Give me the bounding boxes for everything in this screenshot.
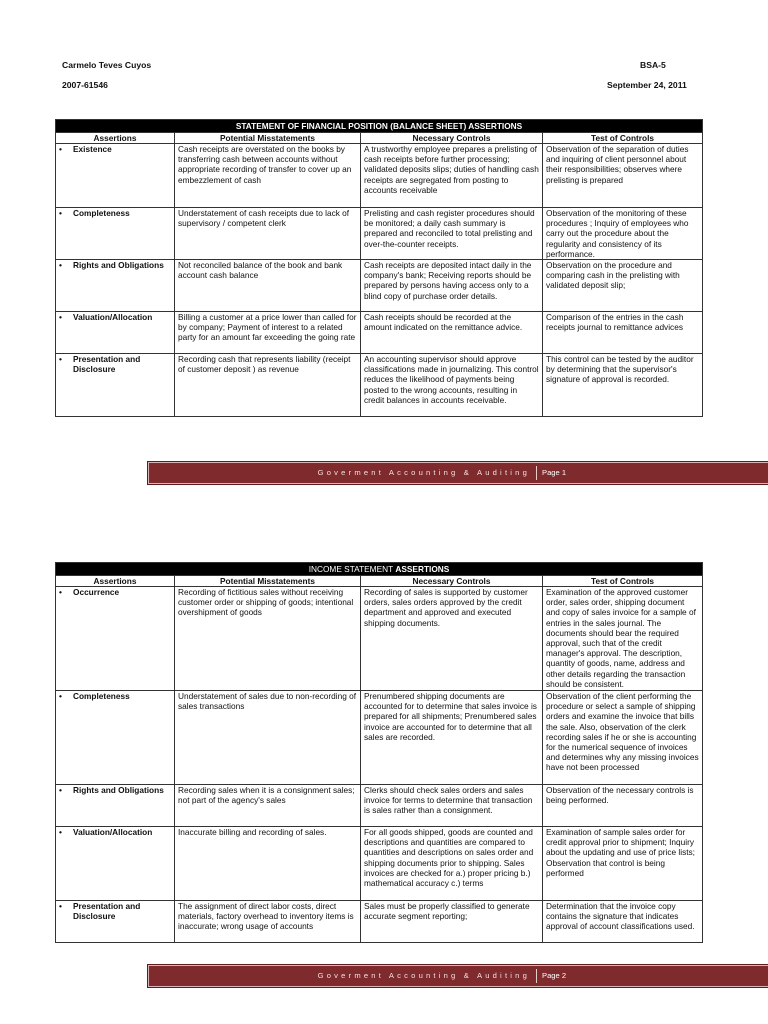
- column-header: Potential Misstatements: [175, 133, 361, 144]
- author-name: Carmelo Teves Cuyos: [62, 60, 152, 70]
- misstatement-cell: The assignment of direct labor costs, direct materials, factory overhead to inventory items is inaccurate; wrong usage of accounts: [175, 901, 361, 943]
- column-header: Assertions: [56, 576, 175, 587]
- bullet-icon: •: [59, 785, 62, 795]
- bullet-icon: •: [59, 260, 62, 271]
- assertion-label: Rights and Obligations: [73, 785, 164, 795]
- column-header: Test of Controls: [543, 133, 703, 144]
- column-header: Test of Controls: [543, 576, 703, 587]
- table-row: [56, 587, 703, 691]
- page-footer: [147, 964, 768, 988]
- column-header: Necessary Controls: [361, 133, 543, 144]
- control-cell: An accounting supervisor should approve classifications made in journalizing. This control reduces the likelihood of payments being posted to the wrong accounts, resulting in credit balances in accounts receivable.: [361, 354, 543, 417]
- test-cell: Comparison of the entries in the cash receipts journal to remittance advices: [543, 312, 703, 354]
- assertion-label: Rights and Obligations: [73, 260, 164, 271]
- bullet-icon: •: [59, 587, 62, 597]
- assertion-label: Existence: [73, 144, 112, 154]
- test-cell: Observation of the necessary controls is being performed.: [543, 785, 703, 827]
- bullet-icon: •: [59, 691, 62, 701]
- table-row: [56, 312, 703, 354]
- assertion-label: Presentation and Disclosure: [73, 354, 141, 375]
- control-cell: Cash receipts are deposited intact daily in the company's bank; Receiving reports should be prepared by persons having access only to a blind copy of purchase order details.: [361, 260, 543, 312]
- column-header: Potential Misstatements: [175, 576, 361, 587]
- control-cell: Clerks should check sales orders and sales invoice for terms to determine that transaction is sales rather than a consignment.: [361, 785, 543, 827]
- page-number: Page 1: [542, 468, 567, 477]
- course-label: BSA-5: [640, 60, 666, 70]
- footer-course-title: Goverment Accounting & Auditing: [317, 468, 530, 477]
- assertion-label: Valuation/Allocation: [73, 827, 153, 837]
- control-cell: Recording of sales is supported by customer orders, sales orders approved by the credit department and approved and executed shipping documents.: [361, 587, 543, 691]
- table-title-part: INCOME STATEMENT: [308, 564, 396, 574]
- bullet-icon: •: [59, 354, 62, 365]
- table-row: [56, 827, 703, 901]
- misstatement-cell: Recording cash that represents liability (receipt of customer deposit ) as revenue: [175, 354, 361, 417]
- control-cell: Cash receipts should be recorded at the amount indicated on the remittance advice.: [361, 312, 543, 354]
- table-row: [56, 208, 703, 260]
- page-footer: [147, 461, 768, 485]
- document-date: September 24, 2011: [607, 80, 687, 90]
- control-cell: Prelisting and cash register procedures should be monitored; a daily cash summary is prepared and reconciled to total prelisting and over-the-counter receipts.: [361, 208, 543, 260]
- test-cell: Observation on the procedure and comparing cash in the prelisting with validated deposit slip;: [543, 260, 703, 312]
- table-title: STATEMENT OF FINANCIAL POSITION (BALANCE SHEET) ASSERTIONS: [56, 120, 703, 133]
- bullet-icon: •: [59, 827, 62, 837]
- misstatement-cell: Understatement of sales due to non-recording of sales transactions: [175, 691, 361, 785]
- test-cell: Observation of the separation of duties and inquiring of client personnel about their responsibilities; observes where prelisting is prepared: [543, 144, 703, 208]
- table-row: [56, 691, 703, 785]
- footer-divider: [536, 466, 537, 480]
- table-row: [56, 144, 703, 208]
- table-row: [56, 354, 703, 417]
- bullet-icon: •: [59, 208, 62, 218]
- misstatement-cell: Recording sales when it is a consignment sales; not part of the agency's sales: [175, 785, 361, 827]
- table-title: [56, 563, 703, 576]
- control-cell: A trustworthy employee prepares a prelisting of cash receipts before further processing; validated deposits slips; duties of handling cash receipts are segregated from posting to accounts receivable: [361, 144, 543, 208]
- table-row: [56, 785, 703, 827]
- student-id: 2007-61546: [62, 80, 108, 90]
- bullet-icon: •: [59, 312, 62, 323]
- test-cell: Examination of sample sales order for credit approval prior to shipment; Inquiry about the updating and use of price lists; Observation that control is being performed: [543, 827, 703, 901]
- test-cell: Observation of the monitoring of these procedures ; Inquiry of employees who carry out the procedure about the regularity and consistency of its performance.: [543, 208, 703, 260]
- table-row: [56, 901, 703, 943]
- misstatement-cell: Understatement of cash receipts due to lack of supervisory / competent clerk: [175, 208, 361, 260]
- balance-sheet-assertions-table: [55, 119, 703, 417]
- misstatement-cell: Cash receipts are overstated on the books by transferring cash between accounts without appropriate recording of transfer to cover up an embezzlement of cash: [175, 144, 361, 208]
- bullet-icon: •: [59, 901, 62, 911]
- misstatement-cell: Recording of fictitious sales without receiving customer order or shipping of goods; intentional overshipment of goods: [175, 587, 361, 691]
- assertion-label: Presentation and Disclosure: [73, 901, 141, 922]
- footer-divider: [536, 969, 537, 983]
- control-cell: Prenumbered shipping documents are accounted for to determine that sales invoice is prepared for all shipments; Prenumbered sales invoice are accounted for to determine that all sales are recorded.: [361, 691, 543, 785]
- income-statement-assertions-table: [55, 562, 703, 943]
- assertion-label: Completeness: [73, 691, 130, 701]
- test-cell: Determination that the invoice copy contains the signature that indicates approval of account classifications used.: [543, 901, 703, 943]
- assertion-label: Valuation/Allocation: [73, 312, 153, 323]
- assertion-label: Occurrence: [73, 587, 120, 597]
- table-title-part: ASSERTIONS: [395, 564, 450, 574]
- test-cell: Examination of the approved customer order, sales order, shipping document and copy of sales invoice for a sample of entries in the sales journal. The documents should bear the required approval, such that of the credit manager's approval. The description, quantity of goods, name, address and other details regarding the transaction should be consistent.: [543, 587, 703, 691]
- misstatement-cell: Inaccurate billing and recording of sales.: [175, 827, 361, 901]
- control-cell: For all goods shipped, goods are counted and descriptions and quantities are compared to quantities and descriptions on sales order and shipping documents prior to shipping. Sales invoices are checked for a.) proper pricing b.) mathematical accuracy c.) terms: [361, 827, 543, 901]
- control-cell: Sales must be properly classified to generate accurate segment reporting;: [361, 901, 543, 943]
- misstatement-cell: Not reconciled balance of the book and bank account cash balance: [175, 260, 361, 312]
- test-cell: Observation of the client performing the procedure or select a sample of shipping orders and examine the invoice that bills the sale. Also, observation of the clerk recording sales if he or she is accounting for the numerical sequence of invoices and determines why any missing invoices have not been processed: [543, 691, 703, 785]
- assertion-label: Completeness: [73, 208, 130, 218]
- bullet-icon: •: [59, 144, 62, 154]
- page-number: Page 2: [542, 971, 567, 980]
- misstatement-cell: Billing a customer at a price lower than called for by company; Payment of interest to a related party for an amount far exceeding the going rate: [175, 312, 361, 354]
- column-header: Assertions: [56, 133, 175, 144]
- test-cell: This control can be tested by the auditor by determining that the supervisor's signature of approval is recorded.: [543, 354, 703, 417]
- table-row: [56, 260, 703, 312]
- column-header: Necessary Controls: [361, 576, 543, 587]
- footer-course-title: Goverment Accounting & Auditing: [317, 971, 530, 980]
